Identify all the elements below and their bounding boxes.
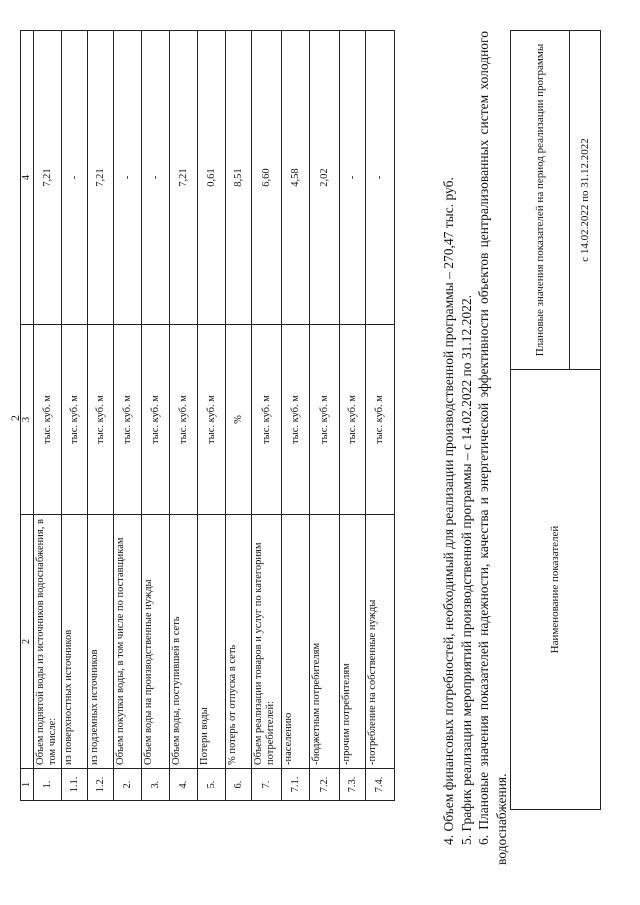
table-header-row	[21, 31, 34, 801]
row-value: 7,21	[170, 31, 198, 325]
header-cell: 1	[21, 769, 34, 801]
row-value: 2,02	[310, 31, 340, 325]
row-value: 7,21	[88, 31, 114, 325]
row-name: Объем воды на производственные нужды	[142, 515, 170, 769]
table-row	[170, 31, 198, 801]
row-number: 4.	[170, 769, 198, 801]
row-name: -бюджетным потребителям	[310, 515, 340, 769]
row-unit: тыс. куб. м	[170, 325, 198, 515]
row-unit: тыс. куб. м	[114, 325, 142, 515]
period-header: с 14.02.2022 по 31.12.2022	[570, 31, 601, 370]
row-number: 6.	[226, 769, 252, 801]
row-value: -	[142, 31, 170, 325]
row-unit: тыс. куб. м	[310, 325, 340, 515]
row-value: 8,51	[226, 31, 252, 325]
row-unit: %	[226, 325, 252, 515]
header-cell: 4	[21, 31, 34, 325]
planned-values-table	[510, 30, 601, 810]
paragraph-schedule: 5. График реализации мероприятий производственной программы – с 14.02.2022 по 31.12.2022.	[458, 294, 474, 845]
row-number: 1.2.	[88, 769, 114, 801]
table-row	[114, 31, 142, 801]
row-unit: тыс. куб. м	[62, 325, 88, 515]
row-number: 5.	[198, 769, 226, 801]
header-cell: 2	[21, 515, 34, 769]
row-name: Объем реализации товаров и услуг по категориям потребителей:	[252, 515, 282, 769]
row-name: % потерь от отпуска в сеть	[226, 515, 252, 769]
row-number: 7.1.	[282, 769, 310, 801]
row-number: 7.3.	[340, 769, 366, 801]
row-value: 7,21	[34, 31, 62, 325]
row-name: Объем покупки воды, в том числе по поставщикам	[114, 515, 142, 769]
row-number: 7.	[252, 769, 282, 801]
row-unit: тыс. куб. м	[252, 325, 282, 515]
indicator-name-header: Наименование показателей	[511, 370, 601, 810]
row-name: Объем поднятой воды из источников водоснабжения, в том числе:	[34, 515, 62, 769]
row-value: 0,61	[198, 31, 226, 325]
table-row	[198, 31, 226, 801]
paragraphs	[440, 31, 510, 865]
header-cell: 3	[21, 325, 34, 515]
table-row	[62, 31, 88, 801]
row-name: из поверхностных источников	[62, 515, 88, 769]
row-name: Объем воды, поступившей в сеть	[170, 515, 198, 769]
row-name: -населению	[282, 515, 310, 769]
row-unit: тыс. куб. м	[282, 325, 310, 515]
paragraph-financial-needs: 4. Объем финансовых потребностей, необходимый для реализации производственной программы – 270,47 тыс. руб.	[441, 177, 456, 845]
row-number: 1.	[34, 769, 62, 801]
row-unit: тыс. куб. м	[340, 325, 366, 515]
table-row	[226, 31, 252, 801]
row-value: -	[340, 31, 366, 325]
table-row	[34, 31, 62, 801]
row-name: -потребление на собственные нужды	[366, 515, 395, 769]
row-unit: тыс. куб. м	[34, 325, 62, 515]
row-number: 7.4.	[366, 769, 395, 801]
row-name: -прочим потребителям	[340, 515, 366, 769]
row-unit: тыс. куб. м	[198, 325, 226, 515]
table-row	[142, 31, 170, 801]
planned-values-header: Плановые значения показателей на период реализации программы	[511, 31, 570, 370]
row-name: Потери воды	[198, 515, 226, 769]
row-number: 3.	[142, 769, 170, 801]
table-row	[252, 31, 282, 801]
row-value: -	[114, 31, 142, 325]
row-number: 2.	[114, 769, 142, 801]
row-value: 4,58	[282, 31, 310, 325]
table-row	[340, 31, 366, 801]
row-unit: тыс. куб. м	[366, 325, 395, 515]
row-unit: тыс. куб. м	[88, 325, 114, 515]
table-row	[88, 31, 114, 801]
row-value: -	[62, 31, 88, 325]
paragraph-planned-values: 6. Плановые значения показателей надежности, качества и энергетической эффективности объектов централизованных систем холодного водоснабжения.	[476, 31, 509, 865]
row-number: 7.2.	[310, 769, 340, 801]
row-value: -	[366, 31, 395, 325]
indicators-table	[20, 30, 395, 801]
table-row	[282, 31, 310, 801]
row-number: 1.1.	[62, 769, 88, 801]
row-value: 6,60	[252, 31, 282, 325]
table-row	[310, 31, 340, 801]
page-number: 2	[8, 415, 22, 421]
row-name: из подземных источников	[88, 515, 114, 769]
table-row	[366, 31, 395, 801]
row-unit: тыс. куб. м	[142, 325, 170, 515]
